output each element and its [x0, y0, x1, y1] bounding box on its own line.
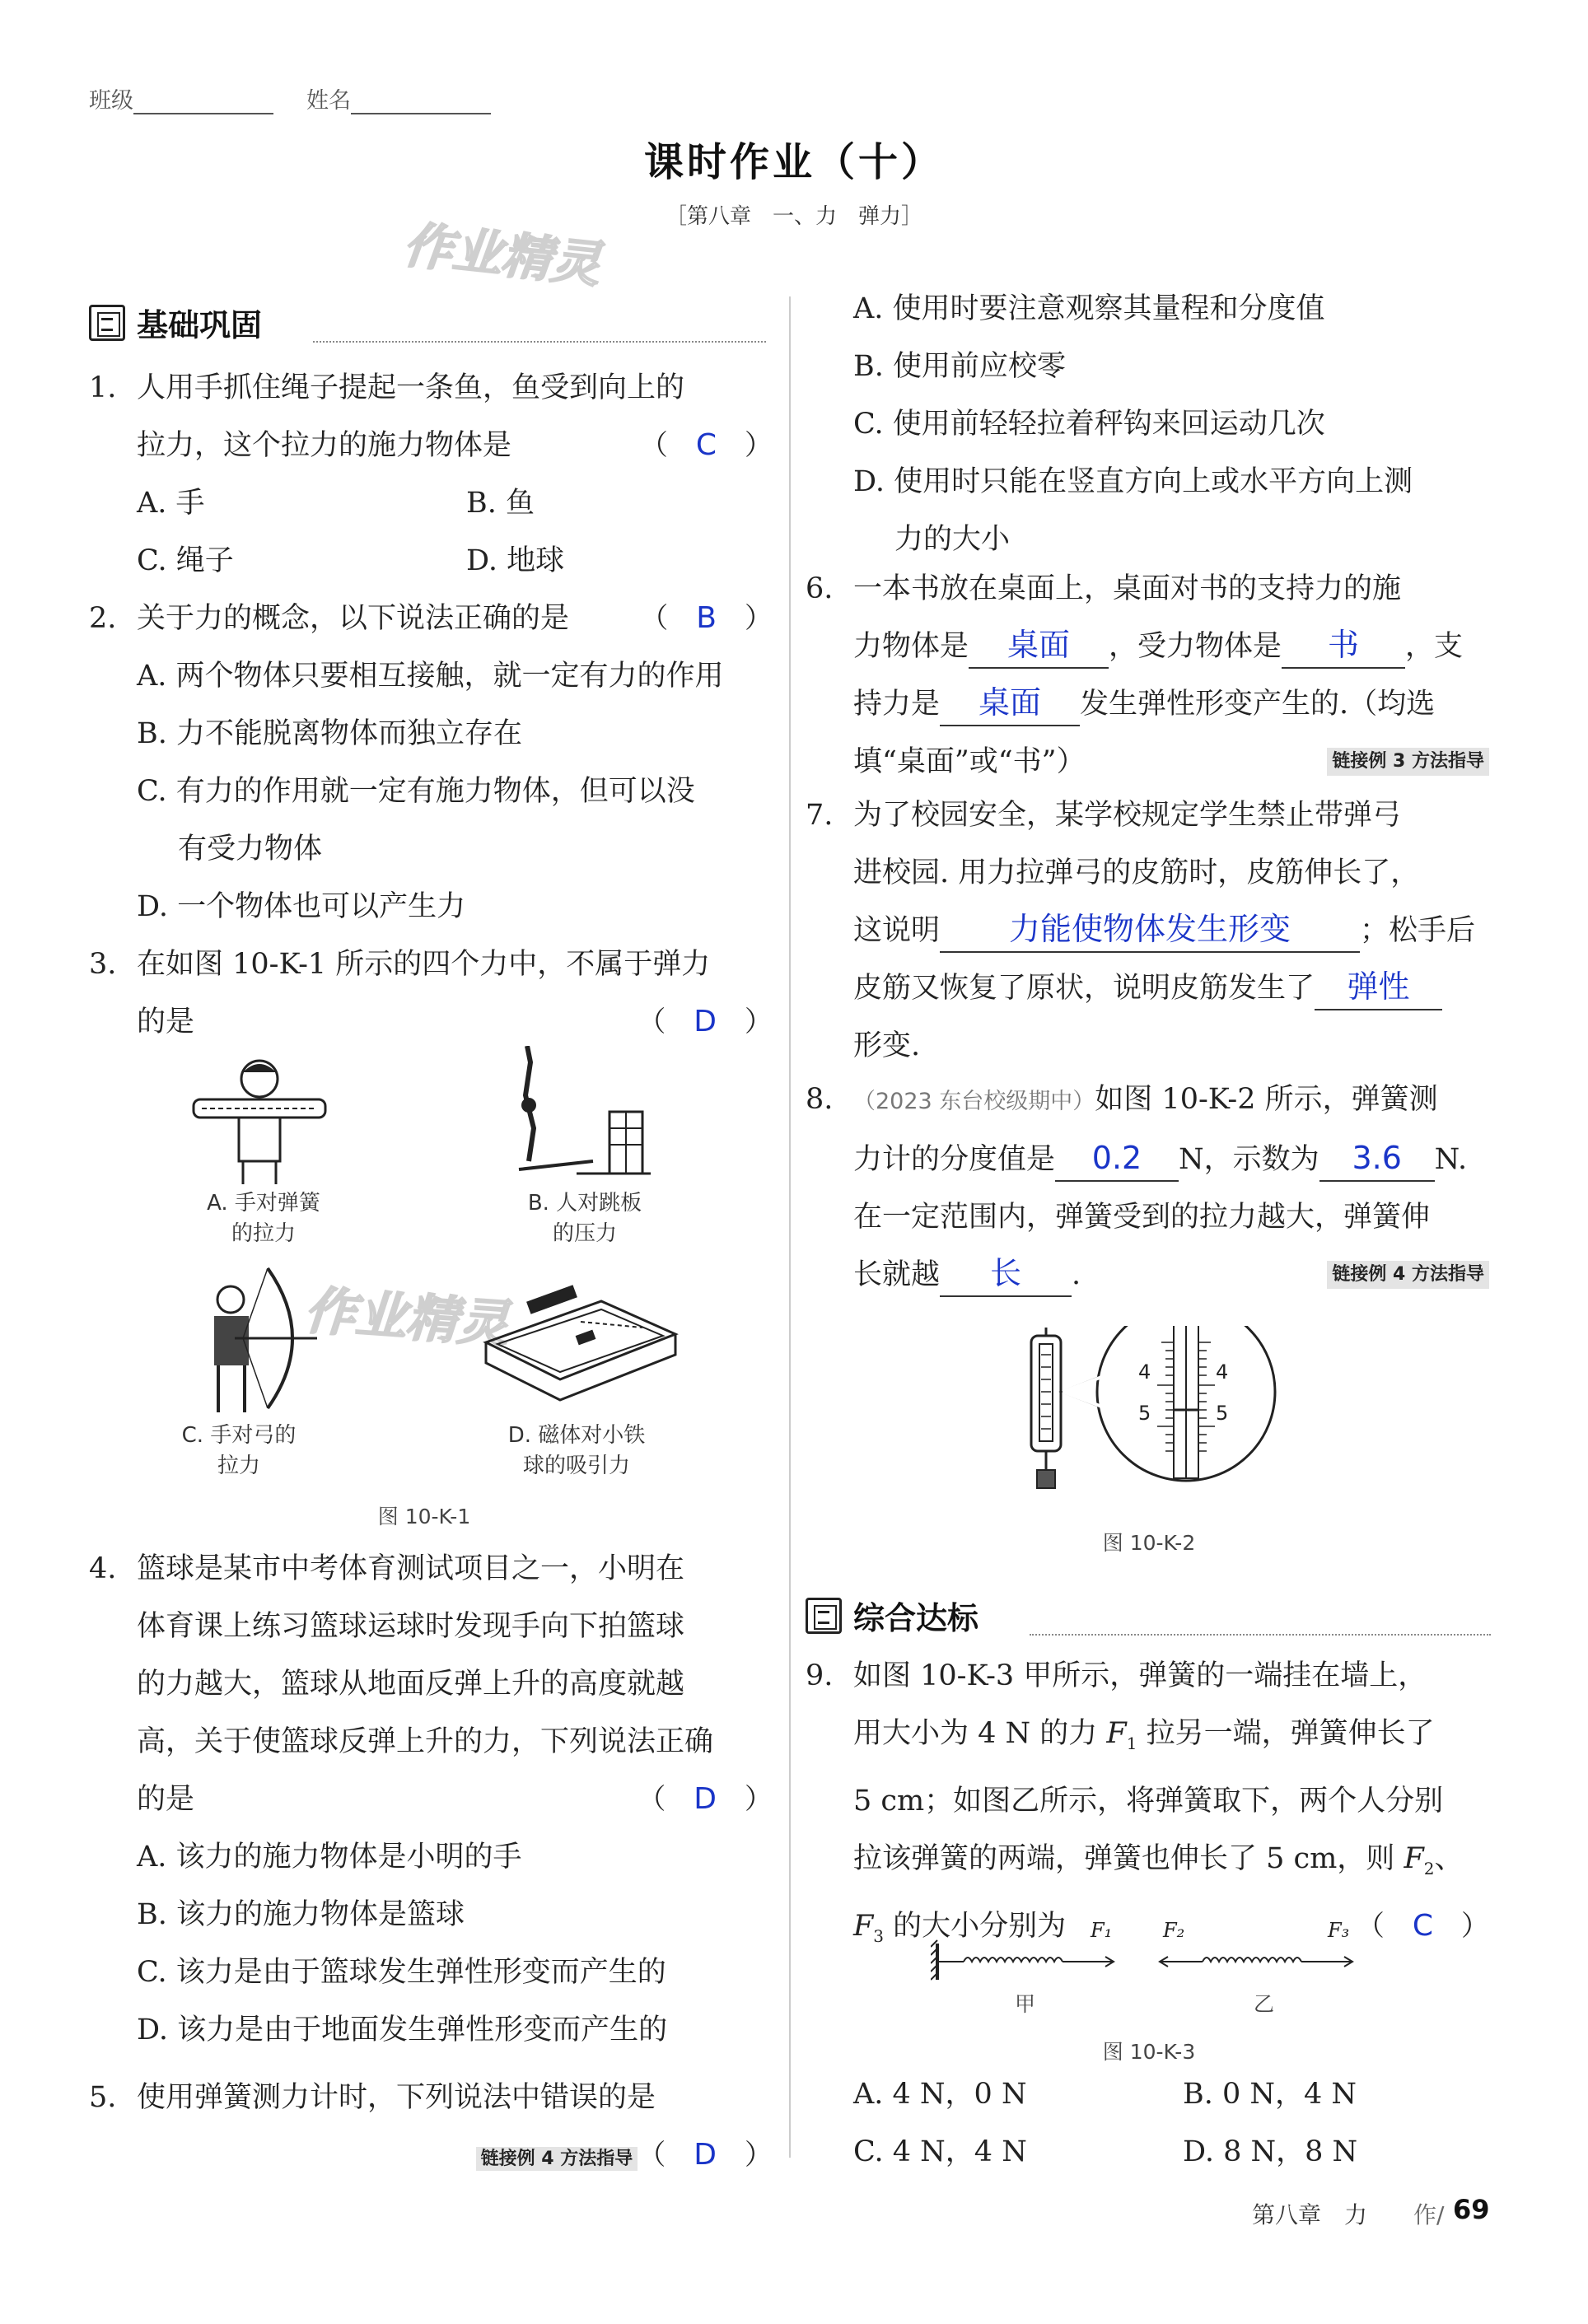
- q9-f2-sub: 2: [1423, 1859, 1435, 1878]
- q2-stem: 关于力的概念，以下说法正确的是: [137, 602, 570, 635]
- q7-text-3: 皮筋又恢复了原状，说明皮筋发生了: [853, 972, 1315, 1005]
- scale-5-left: 5: [1138, 1402, 1151, 1425]
- q7-blank-1[interactable]: [940, 908, 1360, 953]
- page-subtitle: ［第八章 一、力 弹力］: [665, 204, 922, 229]
- q4-line5: 的是: [137, 1783, 195, 1816]
- class-field: [89, 82, 273, 114]
- q8-blank-3[interactable]: [940, 1253, 1072, 1297]
- question-6: [806, 560, 1489, 791]
- figure-10-k-2-caption: 图 10-K-2: [1102, 1531, 1196, 1555]
- question-5-options: [806, 280, 1489, 568]
- name-blank[interactable]: [351, 88, 491, 114]
- q6-text-5: 发生弹性形变产生的.（均选: [1080, 688, 1436, 721]
- q8-text-3: N，示数为: [1179, 1143, 1319, 1176]
- q1-options-row1: [137, 474, 773, 532]
- q6-num: 6.: [806, 572, 834, 605]
- q1-options-row2: [137, 532, 773, 590]
- section-basic: [89, 300, 262, 345]
- q8-blank-2-answer: 3.6: [1352, 1140, 1402, 1176]
- q7-line1: 为了校园安全，某学校规定学生禁止带弹弓: [853, 799, 1402, 832]
- q6-blank-1-answer: 桌面: [1007, 627, 1071, 663]
- q6-blank-3[interactable]: [940, 682, 1080, 726]
- section-comprehensive: [806, 1593, 978, 1638]
- class-blank[interactable]: [133, 88, 273, 114]
- q7-line2: 进校园. 用力拉弹弓的皮筋时，皮筋伸长了，: [853, 856, 1420, 889]
- q1-line1: 人用手抓住绳子提起一条鱼，鱼受到向上的: [137, 371, 685, 404]
- question-2: [89, 590, 773, 936]
- q4-line2: 体育课上练习篮球运球时发现手向下拍篮球: [137, 1610, 685, 1643]
- caption-d: [469, 1418, 684, 1479]
- q3-answer-paren: （ D ）: [638, 1005, 773, 1038]
- q3-num: 3.: [89, 948, 117, 981]
- q8-line3: 在一定范围内，弹簧受到的拉力越大，弹簧伸: [853, 1201, 1431, 1234]
- q4-answer-paren: （ D ）: [638, 1782, 773, 1816]
- q5-answer-row: [89, 2126, 773, 2188]
- name-label: 姓名: [306, 88, 351, 114]
- figure-springs: [931, 1937, 1392, 1986]
- q8-text-1: 如图 10-K-2 所示，弹簧测: [1095, 1083, 1438, 1116]
- q2-option-b[interactable]: B. 力不能脱离物体而独立存在: [137, 717, 522, 750]
- caption-b-line1: B. 人对跳板: [527, 1191, 642, 1216]
- q5-option-b[interactable]: B. 使用前应校零: [853, 350, 1066, 383]
- q5-num: 5.: [89, 2081, 117, 2114]
- figure-c-archer: [185, 1260, 317, 1416]
- q6-blank-2-answer: 书: [1328, 627, 1360, 663]
- figure-b-diving-board: [494, 1046, 659, 1194]
- q2-stem-row: [137, 590, 773, 647]
- q6-text-2: ，受力物体是: [1109, 630, 1282, 663]
- column-divider: [789, 296, 791, 2158]
- question-7: [806, 786, 1489, 1075]
- q8-blank-2[interactable]: [1319, 1137, 1435, 1182]
- q5-answer-paren: （ D ）: [638, 2138, 773, 2172]
- q8-source: （2023 东台校级期中）: [853, 1089, 1095, 1114]
- q8-line1: [853, 1071, 1489, 1131]
- scale-4-right: 4: [1216, 1360, 1229, 1384]
- q6-line1: 一本书放在桌面上，桌面对书的支持力的施: [853, 572, 1402, 605]
- q6-line4: 填“桌面”或“书”）: [853, 745, 1086, 778]
- figure-10-k-1-caption: 图 10-K-1: [377, 1505, 471, 1528]
- question-9-options: [806, 2065, 1489, 2181]
- q9-options-row2: [853, 2123, 1489, 2181]
- label-f3: F₃: [1328, 1919, 1350, 1942]
- q9-option-b[interactable]: B. 0 N，4 N: [1183, 2078, 1357, 2111]
- q8-line2: [853, 1131, 1489, 1188]
- caption-a: [165, 1186, 362, 1247]
- q9-option-a[interactable]: A. 4 N，0 N: [853, 2078, 1027, 2111]
- q6-method-link[interactable]: 链接例 3 方法指导: [1327, 748, 1489, 776]
- q9-f1-sub: 1: [1126, 1734, 1137, 1753]
- question-8: [806, 1071, 1489, 1304]
- q6-blank-1[interactable]: [969, 624, 1109, 669]
- label-yi: 乙: [1254, 1992, 1275, 2016]
- q4-option-d[interactable]: D. 该力是由于地面发生弹性形变而产生的: [137, 2014, 668, 2046]
- q1-num: 1.: [89, 371, 117, 404]
- question-9: [806, 1647, 1489, 1965]
- q7-blank-2-answer: 弹性: [1347, 968, 1410, 1005]
- watermark-middle: 作业精灵: [302, 1280, 511, 1355]
- q5-option-d-cont: 力的大小: [894, 523, 1011, 556]
- q1-option-b[interactable]: B. 鱼: [466, 487, 535, 520]
- q9-text-2a: 用大小为 4 N 的力: [853, 1717, 1107, 1750]
- footer-chapter: 第八章 力: [1252, 2201, 1368, 2228]
- q1-answer-paren: （ C ）: [639, 428, 773, 462]
- q9-f3-sub: 3: [873, 1926, 885, 1946]
- q4-line3: 的力越大，篮球从地面反弹上升的高度就越: [137, 1668, 685, 1701]
- q7-text-2: ；松手后: [1360, 914, 1476, 947]
- q4-num: 4.: [89, 1552, 117, 1585]
- q1-line2: 拉力，这个拉力的施力物体是: [137, 429, 512, 462]
- q9-line3: 5 cm；如图乙所示，将弹簧取下，两个人分别: [853, 1785, 1444, 1818]
- q4-line5-row: [137, 1771, 773, 1828]
- section-comprehensive-title: 综合达标: [853, 1600, 979, 1636]
- q9-text-2b: 拉另一端，弹簧伸长了: [1137, 1717, 1435, 1750]
- q3-line2: 的是: [137, 1006, 195, 1038]
- q9-line1: 如图 10-K-3 甲所示，弹簧的一端挂在墙上，: [853, 1659, 1427, 1692]
- q5-stem: 使用弹簧测力计时，下列说法中错误的是: [137, 2081, 656, 2114]
- q9-answer: C: [1412, 1909, 1433, 1943]
- q3-line2-row: [137, 993, 773, 1051]
- q8-line4: [853, 1246, 1489, 1304]
- q8-blank-3-answer: 长: [990, 1255, 1022, 1291]
- q7-line4: [853, 959, 1489, 1017]
- q8-num: 8.: [806, 1083, 834, 1116]
- q3-answer: D: [694, 1005, 717, 1038]
- q6-line2: [853, 618, 1489, 675]
- q6-line4-row: [853, 733, 1489, 791]
- class-label: 班级: [89, 88, 133, 114]
- q9-text-4b: 、: [1434, 1842, 1464, 1875]
- q4-option-c[interactable]: C. 该力是由于篮球发生弹性形变而产生的: [137, 1956, 666, 1989]
- watermark-top: 作业精灵: [400, 216, 604, 295]
- q4-option-b[interactable]: B. 该力的施力物体是篮球: [137, 1898, 465, 1931]
- q4-line4: 高，关于使篮球反弹上升的力，下列说法正确: [137, 1725, 714, 1758]
- q9-f3: F: [853, 1910, 874, 1943]
- section-basic-title: 基础巩固: [137, 307, 263, 343]
- q5-method-link[interactable]: 链接例 4 方法指导: [476, 2147, 638, 2171]
- section-divider-2: [1030, 1634, 1491, 1636]
- q9-line2: [853, 1705, 1489, 1772]
- q9-text-5b: 的大小分别为: [884, 1910, 1067, 1943]
- q9-num: 9.: [806, 1659, 834, 1692]
- q7-text-1: 这说明: [853, 914, 941, 947]
- q1-answer: C: [695, 428, 717, 462]
- q2-num: 2.: [89, 602, 117, 635]
- q8-blank-1[interactable]: [1055, 1137, 1179, 1182]
- q1-option-a[interactable]: A. 手: [137, 487, 205, 520]
- section-icon-2: [806, 1598, 842, 1634]
- q5-option-d[interactable]: D. 使用时只能在竖直方向上或水平方向上测: [853, 465, 1413, 498]
- caption-b-line2: 的压力: [552, 1221, 617, 1246]
- q5-option-c[interactable]: C. 使用前轻轻拉着秤钩来回运动几次: [853, 408, 1325, 441]
- section-icon: [89, 305, 125, 341]
- q2-answer-paren: （ B ）: [640, 601, 773, 635]
- page-title: 课时作业（十）: [643, 139, 944, 185]
- q5-answer: D: [694, 2138, 717, 2172]
- caption-d-line2: 球的吸引力: [522, 1454, 630, 1478]
- scale-5-right: 5: [1216, 1402, 1229, 1425]
- q9-f1: F: [1106, 1717, 1127, 1750]
- caption-a-line2: 的拉力: [231, 1221, 296, 1246]
- q8-blank-1-answer: 0.2: [1091, 1140, 1142, 1176]
- q7-line5: 形变.: [853, 1029, 921, 1062]
- label-f1: F₁: [1091, 1919, 1113, 1942]
- caption-c-line2: 拉力: [217, 1454, 260, 1478]
- figure-d-magnet-table: [478, 1285, 684, 1408]
- figure-a-spring-pull: [181, 1054, 338, 1186]
- q4-line1: 篮球是某市中考体育测试项目之一，小明在: [137, 1552, 685, 1585]
- q9-text-4a: 拉该弹簧的两端，弹簧也伸长了 5 cm，则: [853, 1842, 1404, 1875]
- q2-answer: B: [696, 601, 717, 635]
- q6-blank-3-answer: 桌面: [978, 684, 1042, 721]
- q9-option-d[interactable]: D. 8 N，8 N: [1183, 2135, 1358, 2168]
- q7-line3: [853, 902, 1489, 959]
- q4-option-a[interactable]: A. 该力的施力物体是小明的手: [137, 1841, 522, 1874]
- label-f2: F₂: [1163, 1919, 1185, 1942]
- figure-10-k-3-caption: 图 10-K-3: [1102, 2040, 1196, 2064]
- label-jia: 甲: [1015, 1992, 1036, 2016]
- q8-text-2: 力计的分度值是: [853, 1143, 1056, 1176]
- question-1: [89, 359, 773, 590]
- caption-c-line1: C. 手对弓的: [181, 1423, 297, 1448]
- q6-text-1: 力物体是: [853, 630, 969, 663]
- q8-text-6: .: [1072, 1258, 1081, 1291]
- q1-option-d[interactable]: D. 地球: [466, 544, 565, 577]
- q3-line1: 在如图 10-K-1 所示的四个力中，不属于弹力: [137, 948, 711, 981]
- q9-f2: F: [1404, 1842, 1424, 1875]
- q9-option-c[interactable]: C. 4 N，4 N: [853, 2135, 1027, 2168]
- q2-option-c[interactable]: C. 有力的作用就一定有施力物体，但可以没: [137, 775, 695, 808]
- q1-option-c[interactable]: C. 绳子: [137, 544, 234, 577]
- page-number: 69: [1453, 2194, 1490, 2225]
- footer-zuo: 作/: [1413, 2201, 1445, 2228]
- q2-option-c-cont: 有受力物体: [178, 833, 323, 866]
- q7-blank-1-answer: 力能使物体发生形变: [1009, 911, 1291, 947]
- question-3: [89, 936, 773, 1051]
- q4-answer: D: [694, 1782, 717, 1816]
- caption-b: [486, 1186, 684, 1247]
- q5-option-a[interactable]: A. 使用时要注意观察其量程和分度值: [853, 292, 1325, 325]
- question-4: [89, 1540, 773, 2059]
- q8-method-link[interactable]: 链接例 4 方法指导: [1327, 1261, 1489, 1289]
- q9-line4: [853, 1830, 1489, 1897]
- q7-num: 7.: [806, 799, 834, 832]
- section-divider: [313, 341, 766, 343]
- q8-text-4: N.: [1434, 1143, 1468, 1176]
- q6-text-3: ，支: [1405, 630, 1464, 663]
- question-5: [89, 2069, 773, 2188]
- caption-a-line1: A. 手对弹簧: [207, 1191, 320, 1216]
- scale-4-left: 4: [1138, 1360, 1151, 1384]
- q8-text-5: 长就越: [853, 1258, 941, 1291]
- q1-line2-row: [137, 417, 773, 474]
- q6-line3: [853, 675, 1489, 733]
- q2-option-a[interactable]: A. 两个物体只要相互接触，就一定有力的作用: [137, 660, 724, 693]
- q6-text-4: 持力是: [853, 688, 941, 721]
- q2-option-d[interactable]: D. 一个物体也可以产生力: [137, 890, 466, 923]
- q6-blank-2[interactable]: [1282, 624, 1405, 669]
- name-field: [306, 82, 491, 114]
- q7-blank-2[interactable]: [1315, 966, 1442, 1010]
- q9-options-row1: [853, 2065, 1489, 2123]
- caption-c: [140, 1418, 338, 1479]
- q9-answer-paren: （ C ）: [1356, 1909, 1489, 1943]
- caption-d-line1: D. 磁体对小铁: [507, 1423, 646, 1448]
